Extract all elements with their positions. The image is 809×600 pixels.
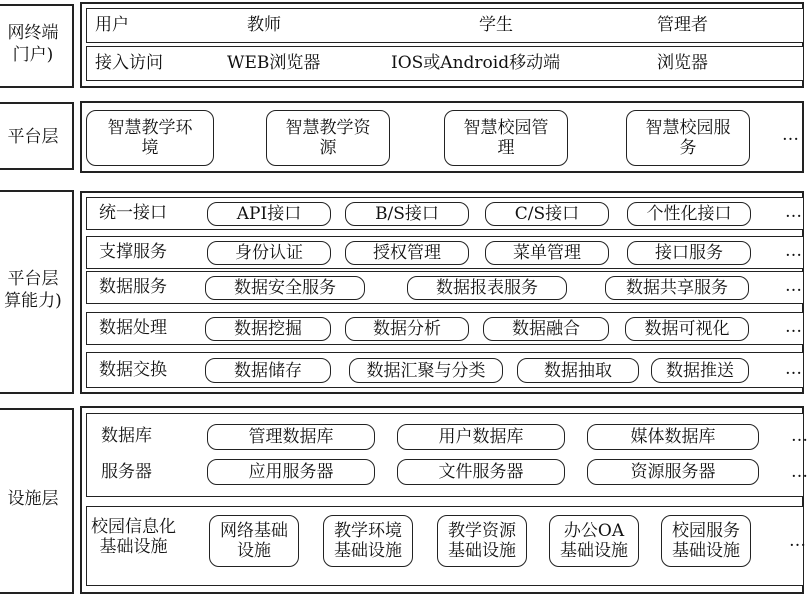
authorization-mgmt: 授权管理 [345, 241, 469, 265]
row-label: 数据处理 [99, 318, 167, 338]
terminal-row-access [86, 46, 804, 81]
menu-mgmt: 菜单管理 [485, 241, 609, 265]
teaching-env-infra: 教学环境 基础设施 [323, 515, 413, 567]
interface-service: 接口服务 [627, 241, 751, 265]
row-unified-interface [86, 197, 804, 230]
data-visualization: 数据可视化 [625, 317, 749, 341]
data-fusion: 数据融合 [483, 317, 609, 341]
row-ellipsis: … [785, 317, 803, 337]
data-storage: 数据储存 [205, 358, 331, 383]
user-label: 用户 [95, 15, 129, 35]
data-security-service: 数据安全服务 [205, 276, 365, 300]
row-data-processing [86, 312, 804, 345]
access-label: 接入访问 [95, 53, 163, 73]
admin-label: 管理者 [657, 15, 708, 35]
custom-interface: 个性化接口 [627, 202, 751, 226]
mobile-label: IOS或Android移动端 [391, 53, 561, 73]
app-server: 应用服务器 [207, 459, 375, 485]
layer-label-data-platform-text: 平台层 算能力) [4, 269, 62, 311]
mgmt-database: 管理数据库 [207, 424, 375, 450]
bs-interface: B/S接口 [345, 202, 469, 226]
db-label: 数据库 [101, 426, 152, 446]
infra-campus-panel [86, 506, 807, 586]
data-extraction: 数据抽取 [517, 358, 639, 383]
server-label: 服务器 [101, 462, 152, 482]
layer-label-infra [0, 408, 74, 594]
row-ellipsis: … [785, 359, 803, 379]
data-report-service: 数据报表服务 [407, 276, 567, 300]
data-push: 数据推送 [651, 358, 749, 383]
row-ellipsis: … [785, 276, 803, 296]
media-database: 媒体数据库 [587, 424, 759, 450]
row-label: 支撑服务 [99, 242, 167, 262]
data-share-service: 数据共享服务 [605, 276, 749, 300]
campus-service-infra: 校园服务 基础设施 [661, 515, 751, 567]
db-ellipsis: … [791, 426, 809, 446]
platform-section [80, 101, 804, 173]
campus-ellipsis: … [789, 531, 807, 551]
layer-label-terminal [0, 4, 74, 88]
cs-interface: C/S接口 [485, 202, 609, 226]
row-label: 统一接口 [99, 203, 167, 223]
student-label: 学生 [479, 15, 513, 35]
campus-label: 校园信息化 基础设施 [91, 517, 176, 557]
layer-label-platform-text: 平台层 [7, 127, 59, 147]
platform-ellipsis: … [782, 125, 800, 145]
row-ellipsis: … [785, 241, 803, 261]
server-ellipsis: … [791, 462, 809, 482]
layer-label-platform [0, 102, 74, 170]
row-support-service [86, 236, 804, 269]
smart-campus-service: 智慧校园服 务 [626, 110, 750, 166]
row-label: 数据交换 [99, 360, 167, 380]
row-data-service [86, 271, 804, 304]
data-analysis: 数据分析 [345, 317, 469, 341]
smart-teaching-env: 智慧教学环 境 [86, 110, 214, 166]
terminal-row-users [86, 8, 804, 43]
infra-db-server-panel [86, 413, 809, 497]
user-database: 用户数据库 [397, 424, 565, 450]
row-label: 数据服务 [99, 277, 167, 297]
browser-label: 浏览器 [657, 53, 708, 73]
layer-label-terminal-text: 网终端 门户) [7, 23, 59, 65]
identity-auth: 身份认证 [207, 241, 331, 265]
teacher-label: 教师 [247, 15, 281, 35]
file-server: 文件服务器 [397, 459, 565, 485]
data-mining: 数据挖掘 [205, 317, 331, 341]
office-oa-infra: 办公OA 基础设施 [549, 515, 639, 567]
row-ellipsis: … [785, 202, 803, 222]
data-aggregation: 数据汇聚与分类 [349, 358, 503, 383]
api-interface: API接口 [207, 202, 331, 226]
resource-server: 资源服务器 [587, 459, 759, 485]
teaching-res-infra: 教学资源 基础设施 [437, 515, 527, 567]
smart-teaching-res: 智慧教学资 源 [266, 110, 390, 166]
layer-label-data-platform [0, 190, 74, 394]
row-data-exchange [86, 352, 804, 388]
layer-label-infra-text: 设施层 [7, 489, 59, 509]
network-infra: 网络基础 设施 [209, 515, 299, 567]
web-browser-label: WEB浏览器 [227, 53, 321, 73]
smart-campus-mgmt: 智慧校园管 理 [444, 110, 568, 166]
